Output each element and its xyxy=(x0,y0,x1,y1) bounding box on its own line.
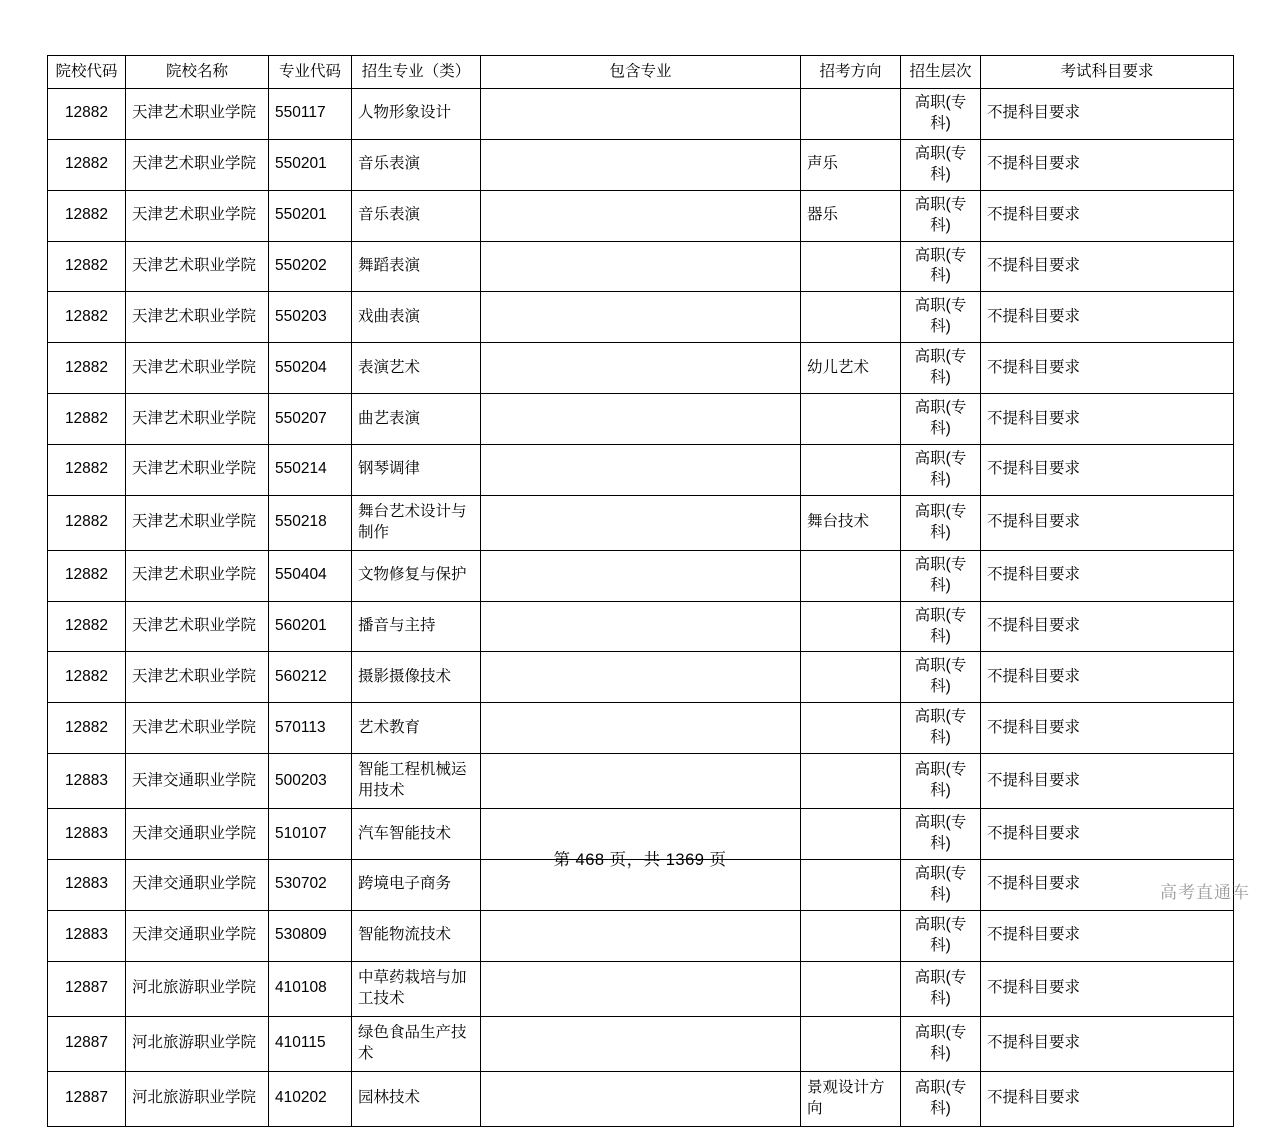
cell-admission-direction xyxy=(801,444,901,495)
cell-admission-direction xyxy=(801,1016,901,1071)
cell-subject-requirement: 不提科目要求 xyxy=(981,961,1234,1016)
table-row xyxy=(48,601,1234,652)
cell-major-code: 550202 xyxy=(269,241,352,292)
cell-subject-requirement: 不提科目要求 xyxy=(981,292,1234,343)
cell-subject-requirement: 不提科目要求 xyxy=(981,859,1234,910)
table-row xyxy=(48,754,1234,809)
cell-school-code: 12882 xyxy=(48,139,126,190)
cell-school-code: 12883 xyxy=(48,910,126,961)
cell-school-code: 12882 xyxy=(48,495,126,550)
table-row xyxy=(48,139,1234,190)
table-header-row xyxy=(48,56,1234,89)
cell-major-name: 智能物流技术 xyxy=(352,910,481,961)
cell-admission-level: 高职(专科) xyxy=(901,703,981,754)
cell-major-code: 550207 xyxy=(269,394,352,445)
cell-admission-level: 高职(专科) xyxy=(901,601,981,652)
cell-admission-level: 高职(专科) xyxy=(901,1071,981,1126)
cell-school-code: 12887 xyxy=(48,961,126,1016)
cell-included-majors xyxy=(481,292,801,343)
cell-major-code: 560201 xyxy=(269,601,352,652)
cell-school-name: 天津艺术职业学院 xyxy=(126,550,269,601)
cell-major-name: 表演艺术 xyxy=(352,343,481,394)
cell-school-name: 天津交通职业学院 xyxy=(126,754,269,809)
cell-subject-requirement: 不提科目要求 xyxy=(981,601,1234,652)
cell-major-name: 人物形象设计 xyxy=(352,89,481,140)
cell-admission-direction xyxy=(801,89,901,140)
cell-school-name: 天津艺术职业学院 xyxy=(126,394,269,445)
cell-school-code: 12882 xyxy=(48,292,126,343)
cell-school-name: 天津交通职业学院 xyxy=(126,859,269,910)
cell-admission-level: 高职(专科) xyxy=(901,859,981,910)
cell-included-majors xyxy=(481,139,801,190)
cell-major-code: 530809 xyxy=(269,910,352,961)
cell-major-name: 舞蹈表演 xyxy=(352,241,481,292)
cell-subject-requirement: 不提科目要求 xyxy=(981,703,1234,754)
cell-admission-direction xyxy=(801,550,901,601)
cell-school-code: 12882 xyxy=(48,190,126,241)
cell-school-name: 天津艺术职业学院 xyxy=(126,89,269,140)
table-row xyxy=(48,910,1234,961)
cell-admission-direction xyxy=(801,241,901,292)
cell-admission-direction: 景观设计方向 xyxy=(801,1071,901,1126)
table-header xyxy=(48,56,1234,89)
cell-included-majors xyxy=(481,190,801,241)
column-header-admission-level: 招生层次 xyxy=(901,56,981,89)
table-row xyxy=(48,652,1234,703)
cell-included-majors xyxy=(481,394,801,445)
cell-included-majors xyxy=(481,961,801,1016)
cell-admission-level: 高职(专科) xyxy=(901,809,981,860)
cell-included-majors xyxy=(481,910,801,961)
table-row xyxy=(48,190,1234,241)
cell-major-name: 园林技术 xyxy=(352,1071,481,1126)
cell-admission-level: 高职(专科) xyxy=(901,910,981,961)
cell-subject-requirement: 不提科目要求 xyxy=(981,754,1234,809)
cell-admission-level: 高职(专科) xyxy=(901,961,981,1016)
table-row xyxy=(48,703,1234,754)
table-row xyxy=(48,343,1234,394)
cell-major-name: 曲艺表演 xyxy=(352,394,481,445)
cell-major-name: 播音与主持 xyxy=(352,601,481,652)
cell-admission-direction xyxy=(801,961,901,1016)
cell-subject-requirement: 不提科目要求 xyxy=(981,444,1234,495)
cell-major-name: 音乐表演 xyxy=(352,190,481,241)
cell-subject-requirement: 不提科目要求 xyxy=(981,1016,1234,1071)
cell-school-code: 12882 xyxy=(48,343,126,394)
cell-school-code: 12882 xyxy=(48,550,126,601)
page-number-footer: 第 468 页，共 1369 页 xyxy=(553,851,727,869)
cell-included-majors xyxy=(481,754,801,809)
cell-school-code: 12882 xyxy=(48,444,126,495)
cell-admission-level: 高职(专科) xyxy=(901,190,981,241)
cell-major-code: 510107 xyxy=(269,809,352,860)
cell-school-name: 天津交通职业学院 xyxy=(126,910,269,961)
table-row xyxy=(48,1071,1234,1126)
cell-school-name: 天津艺术职业学院 xyxy=(126,292,269,343)
cell-major-code: 550201 xyxy=(269,190,352,241)
cell-included-majors xyxy=(481,89,801,140)
cell-admission-direction xyxy=(801,754,901,809)
cell-included-majors xyxy=(481,495,801,550)
cell-school-code: 12883 xyxy=(48,754,126,809)
table-row xyxy=(48,241,1234,292)
cell-included-majors xyxy=(481,1016,801,1071)
table-row xyxy=(48,89,1234,140)
cell-subject-requirement: 不提科目要求 xyxy=(981,910,1234,961)
cell-school-code: 12882 xyxy=(48,601,126,652)
column-header-admission-direction: 招考方向 xyxy=(801,56,901,89)
cell-included-majors xyxy=(481,652,801,703)
cell-school-code: 12883 xyxy=(48,809,126,860)
cell-major-name: 摄影摄像技术 xyxy=(352,652,481,703)
column-header-major-code: 专业代码 xyxy=(269,56,352,89)
column-header-major-name: 招生专业（类） xyxy=(352,56,481,89)
cell-admission-level: 高职(专科) xyxy=(901,754,981,809)
cell-admission-direction: 声乐 xyxy=(801,139,901,190)
cell-major-code: 560212 xyxy=(269,652,352,703)
cell-major-name: 戏曲表演 xyxy=(352,292,481,343)
column-header-included-majors: 包含专业 xyxy=(481,56,801,89)
cell-school-code: 12882 xyxy=(48,703,126,754)
cell-school-name: 天津艺术职业学院 xyxy=(126,139,269,190)
cell-school-name: 天津艺术职业学院 xyxy=(126,601,269,652)
column-header-school-code: 院校代码 xyxy=(48,56,126,89)
cell-school-code: 12882 xyxy=(48,89,126,140)
cell-major-code: 550204 xyxy=(269,343,352,394)
cell-major-name: 音乐表演 xyxy=(352,139,481,190)
cell-school-name: 天津艺术职业学院 xyxy=(126,444,269,495)
cell-major-name: 文物修复与保护 xyxy=(352,550,481,601)
cell-admission-direction xyxy=(801,910,901,961)
cell-included-majors xyxy=(481,343,801,394)
cell-school-name: 天津艺术职业学院 xyxy=(126,241,269,292)
cell-school-code: 12883 xyxy=(48,859,126,910)
majors-table xyxy=(47,55,1234,1127)
cell-admission-direction xyxy=(801,652,901,703)
cell-admission-level: 高职(专科) xyxy=(901,550,981,601)
cell-major-code: 570113 xyxy=(269,703,352,754)
table-row xyxy=(48,961,1234,1016)
cell-school-name: 河北旅游职业学院 xyxy=(126,961,269,1016)
cell-major-name: 跨境电子商务 xyxy=(352,859,481,910)
table-row xyxy=(48,394,1234,445)
cell-admission-direction: 幼儿艺术 xyxy=(801,343,901,394)
table-row xyxy=(48,444,1234,495)
cell-included-majors xyxy=(481,601,801,652)
cell-subject-requirement: 不提科目要求 xyxy=(981,89,1234,140)
cell-major-code: 500203 xyxy=(269,754,352,809)
column-header-school-name: 院校名称 xyxy=(126,56,269,89)
cell-major-code: 550117 xyxy=(269,89,352,140)
cell-major-name: 绿色食品生产技术 xyxy=(352,1016,481,1071)
cell-major-code: 550218 xyxy=(269,495,352,550)
cell-subject-requirement: 不提科目要求 xyxy=(981,190,1234,241)
cell-subject-requirement: 不提科目要求 xyxy=(981,139,1234,190)
cell-school-name: 天津艺术职业学院 xyxy=(126,343,269,394)
cell-included-majors xyxy=(481,703,801,754)
cell-admission-level: 高职(专科) xyxy=(901,444,981,495)
cell-admission-level: 高职(专科) xyxy=(901,89,981,140)
cell-subject-requirement: 不提科目要求 xyxy=(981,343,1234,394)
cell-subject-requirement: 不提科目要求 xyxy=(981,495,1234,550)
cell-school-name: 天津艺术职业学院 xyxy=(126,190,269,241)
cell-school-code: 12882 xyxy=(48,241,126,292)
cell-admission-direction: 器乐 xyxy=(801,190,901,241)
cell-major-name: 舞台艺术设计与制作 xyxy=(352,495,481,550)
cell-included-majors xyxy=(481,444,801,495)
column-header-subject-requirement: 考试科目要求 xyxy=(981,56,1234,89)
table-row xyxy=(48,495,1234,550)
cell-admission-level: 高职(专科) xyxy=(901,495,981,550)
cell-major-code: 530702 xyxy=(269,859,352,910)
cell-subject-requirement: 不提科目要求 xyxy=(981,809,1234,860)
cell-admission-level: 高职(专科) xyxy=(901,1016,981,1071)
cell-subject-requirement: 不提科目要求 xyxy=(981,652,1234,703)
cell-school-code: 12882 xyxy=(48,652,126,703)
cell-major-code: 550404 xyxy=(269,550,352,601)
cell-major-name: 艺术教育 xyxy=(352,703,481,754)
cell-school-name: 天津艺术职业学院 xyxy=(126,495,269,550)
cell-subject-requirement: 不提科目要求 xyxy=(981,550,1234,601)
cell-included-majors xyxy=(481,1071,801,1126)
cell-subject-requirement: 不提科目要求 xyxy=(981,394,1234,445)
cell-major-code: 410108 xyxy=(269,961,352,1016)
cell-admission-direction xyxy=(801,703,901,754)
cell-major-name: 智能工程机械运用技术 xyxy=(352,754,481,809)
cell-admission-level: 高职(专科) xyxy=(901,343,981,394)
table-body xyxy=(48,89,1234,1127)
cell-admission-direction xyxy=(801,292,901,343)
cell-admission-level: 高职(专科) xyxy=(901,652,981,703)
cell-major-code: 410202 xyxy=(269,1071,352,1126)
cell-school-name: 天津交通职业学院 xyxy=(126,809,269,860)
cell-major-code: 550214 xyxy=(269,444,352,495)
cell-admission-direction: 舞台技术 xyxy=(801,495,901,550)
cell-major-code: 550203 xyxy=(269,292,352,343)
cell-included-majors xyxy=(481,241,801,292)
watermark-label: 高考直通车 xyxy=(1160,883,1250,902)
cell-admission-level: 高职(专科) xyxy=(901,139,981,190)
cell-school-code: 12882 xyxy=(48,394,126,445)
cell-subject-requirement: 不提科目要求 xyxy=(981,241,1234,292)
cell-school-name: 天津艺术职业学院 xyxy=(126,652,269,703)
cell-subject-requirement: 不提科目要求 xyxy=(981,1071,1234,1126)
cell-admission-level: 高职(专科) xyxy=(901,394,981,445)
table-row xyxy=(48,550,1234,601)
cell-major-name: 中草药栽培与加工技术 xyxy=(352,961,481,1016)
cell-school-name: 天津艺术职业学院 xyxy=(126,703,269,754)
cell-major-code: 550201 xyxy=(269,139,352,190)
cell-admission-direction xyxy=(801,394,901,445)
cell-admission-direction xyxy=(801,601,901,652)
cell-major-code: 410115 xyxy=(269,1016,352,1071)
cell-school-name: 河北旅游职业学院 xyxy=(126,1071,269,1126)
cell-school-code: 12887 xyxy=(48,1016,126,1071)
table-row xyxy=(48,292,1234,343)
cell-school-code: 12887 xyxy=(48,1071,126,1126)
table-row xyxy=(48,1016,1234,1071)
cell-major-name: 汽车智能技术 xyxy=(352,809,481,860)
cell-admission-level: 高职(专科) xyxy=(901,292,981,343)
cell-school-name: 河北旅游职业学院 xyxy=(126,1016,269,1071)
cell-admission-level: 高职(专科) xyxy=(901,241,981,292)
cell-included-majors xyxy=(481,550,801,601)
cell-major-name: 钢琴调律 xyxy=(352,444,481,495)
